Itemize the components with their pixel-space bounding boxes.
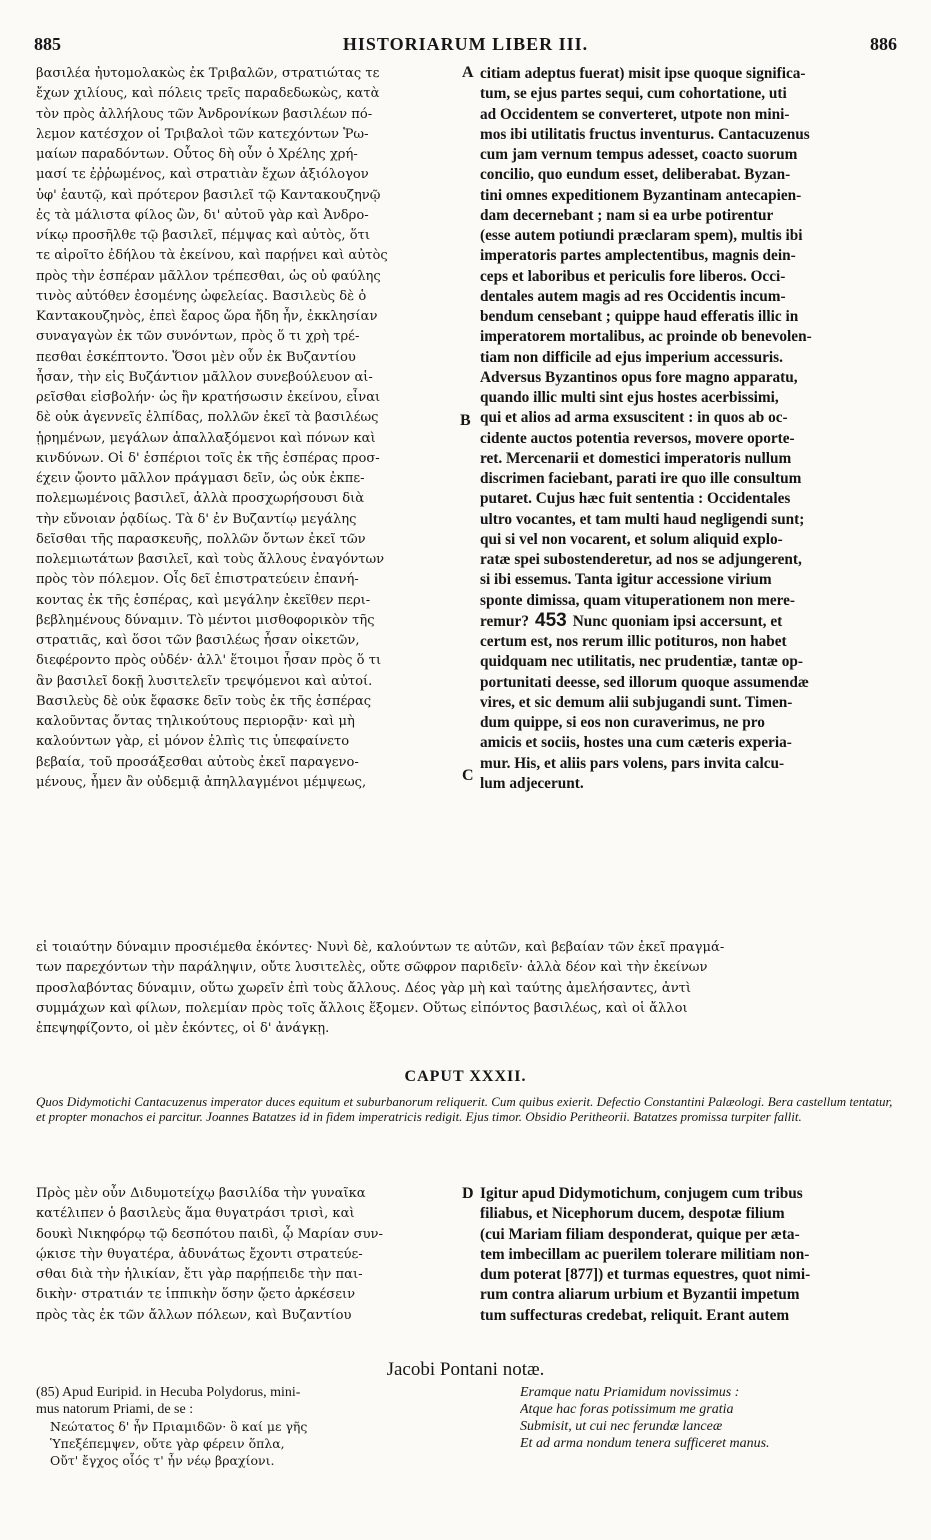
greek-line: Βασιλεὺς δὲ οὐκ ἔφασκε δεῖν τοὺς ἐκ τῆς ἑσπέρας (36, 693, 372, 709)
greek2-line: Πρὸς μὲν οὖν Διδυμοτείχῳ βασιλίδα τὴν γυναῖκα (36, 1186, 366, 1201)
note-left-line: (85) Apud Euripid. in Hecuba Polydorus, mini- (36, 1385, 301, 1400)
greek-line: πολεμωμένοις βασιλεῖ, ἀλλὰ προσχωρήσουσι διὰ (36, 491, 365, 507)
greek-line: πρὸς τὴν ἑσπέραν μᾶλλον τρέπεσθαι, ὡς οὐ φαύλης (36, 268, 381, 284)
latin-line: qui si vel non vocarent, et solum aliquid explo- (480, 530, 783, 548)
latin-line: qui et alios ad arma exsuscitent : in quos ab oc- (480, 409, 788, 427)
latin2-line: rum contra aliarum urbium et Byzantii impetum (480, 1286, 800, 1304)
latin-line: si ibi essemus. Tanta igitur accessione virium (480, 571, 772, 589)
latin-line: discrimen faciebant, parati ire quo ille consultum (480, 470, 802, 487)
latin-line: tum, se ejus partes sequi, cum cohortatione, uti (480, 85, 787, 103)
greek-line: πρὸς τὸν πόλεμον. Οἷς δεῖ ἐπιστρατεύειν ἐπανή- (36, 572, 359, 588)
latin-line: dentales autem magis ad res Occidentis incum- (480, 287, 786, 305)
latin-column (480, 64, 895, 804)
latin-line: lum adjecerunt. (480, 774, 584, 792)
note-greek-line: Οὔτ' ἔγχος οἷός τ' ἦν νέῳ βραχίονι. (50, 1453, 275, 1468)
note-right-line: Submisit, ut cui nec ferundæ lanceæ (520, 1419, 723, 1434)
latin-line: bendum censebant ; quippe haud efferatis illic in (480, 308, 799, 325)
greek-line: κοντας ἐκ τῆς ἑσπέρας, καὶ μεγάλην ἐκεῖθεν περι- (36, 592, 371, 608)
latin-column-2 (480, 1184, 895, 1332)
greek-line: δεῖσθαι τῆς παρασκευῆς, πολλῶν ὄντων ἐκεῖ τῶν (36, 531, 366, 547)
latin-line: dam decernebant ; nam si ea urbe potirentur (480, 206, 774, 224)
latin-line: amicis et sociis, hostes una cum cæteris experia- (480, 734, 792, 752)
greek2-line: πρὸς τὰς ἐκ τῶν ἄλλων πόλεων, καὶ Βυζαντίου (36, 1307, 352, 1323)
greek-line: βεβαία, τοῦ προσάξεσθαι αὐτοὺς ἐκεῖ παραγενο- (36, 754, 359, 770)
latin-line: ceps et laboribus et periculis fore liberos. Occi- (480, 267, 786, 285)
note-right-column (520, 1384, 900, 1452)
note-left-line: mus natorum Priami, de se : (36, 1402, 194, 1417)
margin-letter-d: D (462, 1185, 474, 1202)
full-width-paragraph (36, 938, 896, 1042)
running-title: HISTORIARUM LIBER III. (342, 34, 589, 54)
greek-line: καλούντων γὰρ, εἰ μόνον ἐλπὶς τις ὑπεφαίνετο (36, 734, 350, 750)
greek-line: βεβλημένους δύναμιν. Τὸ μέντοι μισθοφορικὸν τῆς (36, 612, 375, 628)
greek-line: μαίων παραδόντων. Οὗτος δὴ οὖν ὁ Χρέλης χρή- (36, 147, 358, 162)
latin-line: certum est, nos rerum illic potituros, non habet (480, 633, 787, 650)
note-right-line: Et ad arma nondum tenera sufficeret manus. (520, 1436, 770, 1451)
full-line: ἐπεψηφίζοντο, οἱ μὲν ἑκόντες, οἱ δ' ἀνάγκῃ. (36, 1021, 330, 1036)
greek-line: ρεῖσθαι εἰσβολήν· ὡς ἢν κρατήσωσιν ἐκείνου, εἶναι (36, 390, 381, 405)
greek2-line: δουκὶ Νικηφόρῳ τῷ δεσπότου παιδὶ, ᾧ Μαρίαν συν- (36, 1226, 383, 1242)
chapter-summary: Quos Didymotichi Cantacuzenus imperator duces equitum et suburbanorum reliquerit. Cum quibus exierit. Defectio Constantini Palæologi. Bera castellum tentatur, et propter monachos ei parcitur. Joannes Batatzes id in fidem imperatricis redigit. Ejus timor. Obsidio Peritheorii. Batatzes promissa turpiter fallit. (36, 1094, 893, 1125)
chapter-heading: CAPUT XXXII. (404, 1068, 527, 1085)
greek-line: ἔχων χιλίους, καὶ πόλεις τρεῖς παραδεδωκὼς, κατὰ (36, 86, 380, 102)
greek-line: τὴν εὔνοιαν ῥᾳδίως. Τὰ δ' ἐν Βυζαντίῳ μεγάλης (36, 511, 357, 527)
page-number-left: 885 (34, 34, 61, 54)
greek-line: πολεμιωτάτων βασιλεῖ, καὶ τοὺς ἄλλους ἐναγόντων (36, 552, 385, 567)
greek-line: μασί τε ἐῤῥωμένος, καὶ στρατιὰν ἔχων ἀξιόλογον (36, 167, 369, 183)
latin-line: quando illic multi sint ejus hostes acerbissimi, (480, 389, 779, 406)
greek-line: Καντακουζηνὸς, ἐπεὶ ἔαρος ὥρα ἤδη ἦν, ἐκκλησίαν (36, 309, 378, 324)
greek-column (36, 64, 460, 804)
latin-line: ret. Mercenarii et domestici imperatoris nullum (480, 449, 792, 467)
full-line: των παρεχόντων τὴν παράληψιν, οὔτε λυσιτελὲς, οὔτε σῶφρον παριδεῖν· ἀλλὰ δέον καὶ τὴν ἐκείνων (36, 960, 708, 976)
latin-line: putaret. Cujus hæc fuit sententia : Occidentales (480, 490, 791, 508)
greek-line: νίκῳ προσῆλθε τῷ βασιλεῖ, πέμψας καὶ αὐτὸς, ὅτι (36, 228, 370, 243)
full-line: εἰ τοιαύτην δύναμιν προσιέμεθα ἑκόντες· Νυνὶ δὲ, καλούντων τε αὐτῶν, καὶ βεβαίαν τῶν ἐκεῖ πραγμά- (36, 940, 725, 955)
greek-line: πεσθαι ἐσκέπτοντο. Ὅσοι μὲν οὖν ἐκ Βυζαντίου (36, 349, 356, 365)
greek-line: στρατιᾶς, καὶ ὅσοι τῶν βασιλέως ἦσαν οἰκετῶν, (36, 633, 360, 648)
page-marker: 453 (535, 610, 567, 631)
page-number-right: 886 (870, 34, 897, 54)
margin-letter-a: A (462, 64, 474, 81)
note-right-line: Eramque natu Priamidum novissimus : (520, 1385, 740, 1400)
latin-line: vires, et sic demum alii subjugandi sunt. Timen- (480, 693, 793, 711)
latin-line: Adversus Byzantinos opus fore magno apparatu, (480, 368, 798, 386)
note-left-column (36, 1384, 496, 1469)
latin-line: quidquam nec utilitatis, nec prudentiæ, tantæ op- (480, 653, 803, 671)
greek-line: τινὸς αὐτόθεν ἐσομένης ὠφελείας. Βασιλεὺς δὲ ὁ (36, 288, 367, 304)
greek-line: ᾑρημένων, μεγάλων ἀπαλλαξόμενοι καὶ πόνων καὶ (36, 430, 376, 446)
latin-line: ratæ spei subostenderetur, ad nos se adjungerent, (480, 551, 802, 568)
full-line: προσλαβόντας δύναμιν, οὕτω χωρεῖν ἐπὶ τοὺς ἄλλους. Δέος γὰρ μὴ καὶ ταύτης ἀμελήσαντες, ἀντὶ (36, 980, 692, 996)
greek-line: τὸν πρὸς ἀλλήλους τῶν Ἀνδρονίκων βασιλέων πό- (36, 106, 373, 122)
margin-letter-c: C (462, 767, 474, 784)
greek-line: ἐς τὰ μάλιστα φίλος ὢν, δι' αὐτοῦ γὰρ καὶ Ἀνδρο- (36, 207, 369, 223)
latin-line: citiam adeptus fuerat) misit ipse quoque significa- (480, 65, 806, 82)
latin2-line: tum suffecturas credebat, reliquit. Erant autem (480, 1306, 790, 1324)
latin2-line: Igitur apud Didymotichum, conjugem cum tribus (480, 1185, 803, 1202)
greek-line: έχειν ᾤοντο μᾶλλον πράγμασι δεῖν, ὡς οὐκ ἐκπε- (36, 471, 365, 486)
latin2-line: (cui Mariam filiam desponderat, quique per æta- (480, 1225, 800, 1243)
latin-line: sponte dimissa, quam vituperationem non mere- (480, 591, 796, 609)
latin-line: mur. His, et aliis pars volens, pars invita calcu- (480, 754, 785, 772)
greek2-line: δικὴν· στρατιάν τε ἱππικὴν ὅσην ᾤετο ἀρκέσειν (36, 1287, 356, 1303)
latin2-line: dum poterat [877]) et turmas equestres, quot nimi- (480, 1266, 811, 1283)
greek-line: συναγαγὼν ἐκ τῶν συνόντων, πρὸς ὅ τι χρὴ τρέ- (36, 329, 360, 345)
greek2-line: σθαι διὰ τὴν ἡλικίαν, ἔτι γὰρ παρῄπειδε τὴν παι- (36, 1267, 363, 1282)
greek-column-2 (36, 1184, 460, 1332)
running-header (34, 34, 897, 56)
latin-line: cidente auctos potentia reversos, movere oporte- (480, 429, 795, 447)
latin-line: tini omnes expeditionem Byzantinam antecapien- (480, 186, 802, 204)
latin2-line: tem imbecillam ac puerilem tolerare militiam non- (480, 1245, 810, 1263)
greek-line: μένους, ἦμεν ἂν οὐδεμιᾷ ἀπηλλαγμένοι μέμψεως, (36, 774, 367, 790)
greek2-line: κατέλιπεν ὁ βασιλεὺς ἅμα θυγατράσι τρισὶ, καὶ (36, 1206, 355, 1222)
greek2-line: ῴκισε τὴν θυγατέρα, ἀδυνάτως ἔχοντι στρατεύε- (36, 1246, 363, 1262)
note-greek-line: Ὑπεξέπεμψεν, οὔτε γὰρ φέρειν ὅπλα, (50, 1436, 285, 1451)
latin-line: remur? 453 Nunc quoniam ipsi accersunt, et (480, 610, 783, 631)
latin-line: ultro vocantes, et tam multi haud negligendi sunt; (480, 510, 805, 528)
latin-line: imperatorem mortalibus, ac proinde ob benevolen- (480, 328, 812, 346)
greek-line: ὑφ' ἑαυτῷ, καὶ πρότερον βασιλεῖ τῷ Καντακουζηνῷ (36, 187, 381, 203)
greek-line: ἂν βασιλεῖ δοκῇ λυσιτελεῖν τρεψόμενοι καὶ αὐτοί. (36, 673, 373, 689)
latin-line: (esse autem potiundi præclaram spem), multis ibi (480, 227, 803, 244)
latin-line: mos ibi utilitatis fructus inventurus. Cantacuzenus (480, 125, 810, 143)
notes-heading: Jacobi Pontani notæ. (386, 1359, 545, 1380)
greek-line: τε αἱροῖτο ἐδήλου τὰ ἐκείνου, καὶ παρῄνει καὶ αὐτὸς (36, 248, 388, 264)
latin-line: tiam non difficile ad ejus imperium accessuris. (480, 348, 783, 366)
latin-453-rest: Nunc quoniam ipsi accersunt, et (572, 612, 783, 630)
greek-line: καλοῦντας ὄντας τηλικούτους περιορᾷν· καὶ μὴ (36, 714, 355, 729)
note-greek-line: Νεώτατος δ' ἦν Πριαμιδῶν· ὃ καί με γῆς (50, 1419, 308, 1434)
greek-line: λεμον κατέσχον οἱ Τριβαλοὶ τῶν κατεχόντων Ῥω- (36, 126, 369, 142)
greek-line: κινδύνων. Οἱ δ' ἑσπέριοι τοῖς ἐκ τῆς ἑσπέρας προσ- (36, 450, 380, 466)
full-line: συμμάχων καὶ φίλων, πολεμίαν πρὸς τοῖς ἄλλοις ἕξομεν. Οὕτως εἰπόντος βασιλέως, καὶ οἱ ἄλλοι (36, 1000, 688, 1016)
latin-line: ad Occidentem se converteret, utpote non mini- (480, 105, 790, 123)
greek-line: ἦσαν, τὴν εἰς Βυζάντιον μᾶλλον συνεβούλευον αἱ- (36, 369, 373, 385)
latin2-line: filiabus, et Nicephorum ducem, despotæ filium (480, 1205, 785, 1223)
greek-line: διεφέροντο πρὸς οὐδέν· ἀλλ' ἕτοιμοι ἦσαν πρὸς ὅ τι (36, 653, 382, 669)
margin-letter-b: B (460, 412, 471, 429)
latin-line: dum quippe, si eos non curaverimus, ne pro (480, 714, 765, 731)
note-right-line: Atque hac foras potissimum me gratia (520, 1402, 734, 1417)
greek-line: δὲ οὐκ ἀγεννεῖς ἐλπίδας, πολλῶν ἐκεῖ τὰ βασιλέως (36, 410, 379, 426)
latin-line: imperatoris partes amplectentibus, magnis dein- (480, 247, 796, 265)
latin-line: concilio, quo eundum esset, deliberabat. Byzan- (480, 166, 791, 184)
greek-line: βασιλέα ἠυτομολακὼς ἐκ Τριβαλῶν, στρατιώτας τε (36, 66, 380, 81)
latin-line: portunitati deesse, sed illorum quoque assumendæ (480, 673, 809, 691)
latin-line: cum jam vernum tempus adesset, coacto suorum (480, 146, 798, 163)
